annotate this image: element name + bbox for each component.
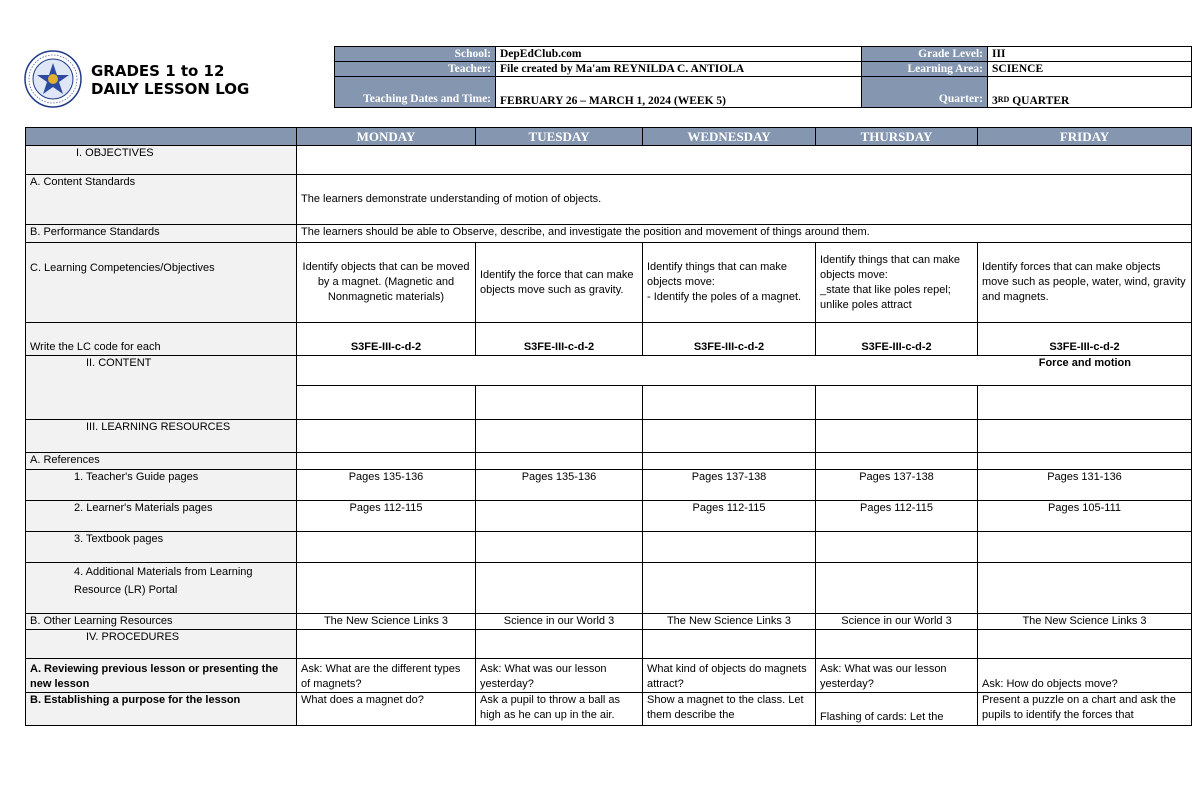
cell — [978, 563, 1192, 614]
quarter-value — [988, 77, 1192, 108]
day-monday: MONDAY — [297, 128, 476, 146]
table-row — [26, 501, 1192, 532]
day-wednesday: WEDNESDAY — [643, 128, 816, 146]
content-topic: Force and motion — [297, 356, 1192, 386]
content-label: II. CONTENT — [26, 356, 297, 420]
learning-area-value: SCIENCE — [988, 62, 1192, 77]
cell — [978, 420, 1192, 453]
other-resources-monday: The New Science Links 3 — [297, 614, 476, 630]
teaching-dates-label: Teaching Dates and Time: — [335, 77, 496, 108]
performance-standards-text: The learners should be able to Observe, describe, and investigate the position and movement of things around them. — [297, 225, 1192, 243]
content-standards-label: A. Content Standards — [26, 175, 297, 225]
lc-code-thursday: S3FE-III-c-d-2 — [816, 323, 978, 356]
cell — [297, 532, 476, 563]
cell — [816, 420, 978, 453]
lm-pages-monday: Pages 112-115 — [297, 501, 476, 532]
reviewing-monday: Ask: What are the different types of magnets? — [297, 659, 476, 693]
table-row — [26, 323, 1192, 356]
competencies-label — [26, 243, 297, 323]
table-row — [26, 225, 1192, 243]
lc-code-monday: S3FE-III-c-d-2 — [297, 323, 476, 356]
header-info-table — [334, 46, 1192, 108]
cell — [978, 532, 1192, 563]
title-line-1: GRADES 1 to 12 — [91, 62, 225, 80]
cell — [476, 453, 643, 470]
other-resources-label: B. Other Learning Resources — [26, 614, 297, 630]
grade-level-value: III — [988, 47, 1192, 62]
cell — [816, 386, 978, 420]
tg-pages-tuesday: Pages 135-136 — [476, 470, 643, 501]
purpose-friday: Present a puzzle on a chart and ask the pupils to identify the forces that — [978, 693, 1192, 726]
cell — [297, 386, 476, 420]
day-tuesday: TUESDAY — [476, 128, 643, 146]
cell — [476, 420, 643, 453]
teaching-dates-value: FEBRUARY 26 – MARCH 1, 2024 (WEEK 5) — [496, 77, 862, 108]
table-row — [26, 630, 1192, 659]
lc-code-label: Write the LC code for each — [26, 323, 297, 356]
cell — [978, 386, 1192, 420]
day-friday: FRIDAY — [978, 128, 1192, 146]
school-label: School: — [335, 47, 496, 62]
lc-code-friday: S3FE-III-c-d-2 — [978, 323, 1192, 356]
cell — [476, 386, 643, 420]
cell — [978, 453, 1192, 470]
lm-pages-thursday: Pages 112-115 — [816, 501, 978, 532]
content-standards-text: The learners demonstrate understanding of motion of objects. — [297, 175, 1192, 225]
deped-seal-logo — [24, 50, 82, 108]
purpose-thursday: Flashing of cards: Let the — [816, 693, 978, 726]
cell — [978, 630, 1192, 659]
day-thursday: THURSDAY — [816, 128, 978, 146]
table-row — [26, 470, 1192, 501]
other-resources-thursday: Science in our World 3 — [816, 614, 978, 630]
lm-pages-wednesday: Pages 112-115 — [643, 501, 816, 532]
reviewing-friday: Ask: How do objects move? — [978, 659, 1192, 693]
table-row — [26, 563, 1192, 614]
quarter-number: 3 — [992, 95, 998, 107]
reviewing-wednesday: What kind of objects do magnets attract? — [643, 659, 816, 693]
quarter-suffix: RD — [997, 95, 1010, 104]
lesson-log-table — [25, 127, 1192, 726]
cell — [643, 453, 816, 470]
cell — [297, 453, 476, 470]
cell — [643, 386, 816, 420]
cell — [816, 532, 978, 563]
lc-code-wednesday: S3FE-III-c-d-2 — [643, 323, 816, 356]
table-row — [26, 693, 1192, 726]
cell — [643, 420, 816, 453]
objectives-cell — [297, 146, 1192, 175]
tg-pages-thursday: Pages 137-138 — [816, 470, 978, 501]
other-resources-wednesday: The New Science Links 3 — [643, 614, 816, 630]
table-row — [26, 659, 1192, 693]
table-row — [26, 453, 1192, 470]
lm-pages-tuesday — [476, 501, 643, 532]
lm-pages-friday: Pages 105-111 — [978, 501, 1192, 532]
reviewing-label: A. Reviewing previous lesson or presenting the new lesson — [26, 659, 297, 693]
textbook-pages-label: 3. Textbook pages — [26, 532, 297, 563]
reviewing-thursday: Ask: What was our lesson yesterday? — [816, 659, 978, 693]
table-row — [26, 532, 1192, 563]
blank-header-cell — [26, 128, 297, 146]
other-resources-friday: The New Science Links 3 — [978, 614, 1192, 630]
table-row — [26, 356, 1192, 386]
day-header-row — [26, 128, 1192, 146]
table-row — [26, 614, 1192, 630]
purpose-wednesday: Show a magnet to the class. Let them describe the — [643, 693, 816, 726]
title-line-2: DAILY LESSON LOG — [91, 80, 250, 98]
cell — [297, 420, 476, 453]
teacher-value: File created by Ma'am REYNILDA C. ANTIOLA — [496, 62, 862, 77]
table-row — [26, 175, 1192, 225]
cell — [643, 630, 816, 659]
lc-code-tuesday: S3FE-III-c-d-2 — [476, 323, 643, 356]
cell — [816, 563, 978, 614]
grade-level-label: Grade Level: — [862, 47, 988, 62]
competency-wednesday: Identify things that can make objects move: - Identify the poles of a magnet. — [643, 243, 816, 323]
school-value: DepEdClub.com — [496, 47, 862, 62]
references-label: A. References — [26, 453, 297, 470]
learners-materials-label: 2. Learner's Materials pages — [26, 501, 297, 532]
reviewing-tuesday: Ask: What was our lesson yesterday? — [476, 659, 643, 693]
tg-pages-friday: Pages 131-136 — [978, 470, 1192, 501]
cell — [643, 532, 816, 563]
additional-materials-label: 4. Additional Materials from Learning Resource (LR) Portal — [26, 563, 297, 614]
learning-resources-label: III. LEARNING RESOURCES — [26, 420, 297, 453]
table-row — [26, 420, 1192, 453]
performance-standards-label: B. Performance Standards — [26, 225, 297, 243]
cell — [476, 532, 643, 563]
competency-thursday: Identify things that can make objects move: _state that like poles repel; unlike poles attract — [816, 243, 978, 323]
other-resources-tuesday: Science in our World 3 — [476, 614, 643, 630]
competency-tuesday: Identify the force that can make objects move such as gravity. — [476, 243, 643, 323]
table-row — [26, 243, 1192, 323]
teacher-label: Teacher: — [335, 62, 496, 77]
cell — [816, 630, 978, 659]
procedures-label: IV. PROCEDURES — [26, 630, 297, 659]
purpose-label: B. Establishing a purpose for the lesson — [26, 693, 297, 726]
competency-monday: Identify objects that can be moved by a magnet. (Magnetic and Nonmagnetic materials) — [297, 243, 476, 323]
purpose-monday: What does a magnet do? — [297, 693, 476, 726]
cell — [816, 453, 978, 470]
cell — [476, 563, 643, 614]
objectives-label: I. OBJECTIVES — [26, 146, 297, 175]
tg-pages-monday: Pages 135-136 — [297, 470, 476, 501]
quarter-word: QUARTER — [1009, 95, 1070, 107]
purpose-tuesday: Ask a pupil to throw a ball as high as he can up in the air. — [476, 693, 643, 726]
document-title — [91, 62, 249, 98]
tg-pages-wednesday: Pages 137-138 — [643, 470, 816, 501]
competencies-label-text: C. Learning Competencies/Objectives — [30, 261, 215, 274]
cell — [476, 630, 643, 659]
learning-area-label: Learning Area: — [862, 62, 988, 77]
quarter-label: Quarter: — [862, 77, 988, 108]
cell — [643, 563, 816, 614]
competency-friday: Identify forces that can make objects move such as people, water, wind, gravity and magnets. — [978, 243, 1192, 323]
cell — [297, 563, 476, 614]
teachers-guide-label: 1. Teacher's Guide pages — [26, 470, 297, 501]
cell — [297, 630, 476, 659]
table-row — [26, 146, 1192, 175]
